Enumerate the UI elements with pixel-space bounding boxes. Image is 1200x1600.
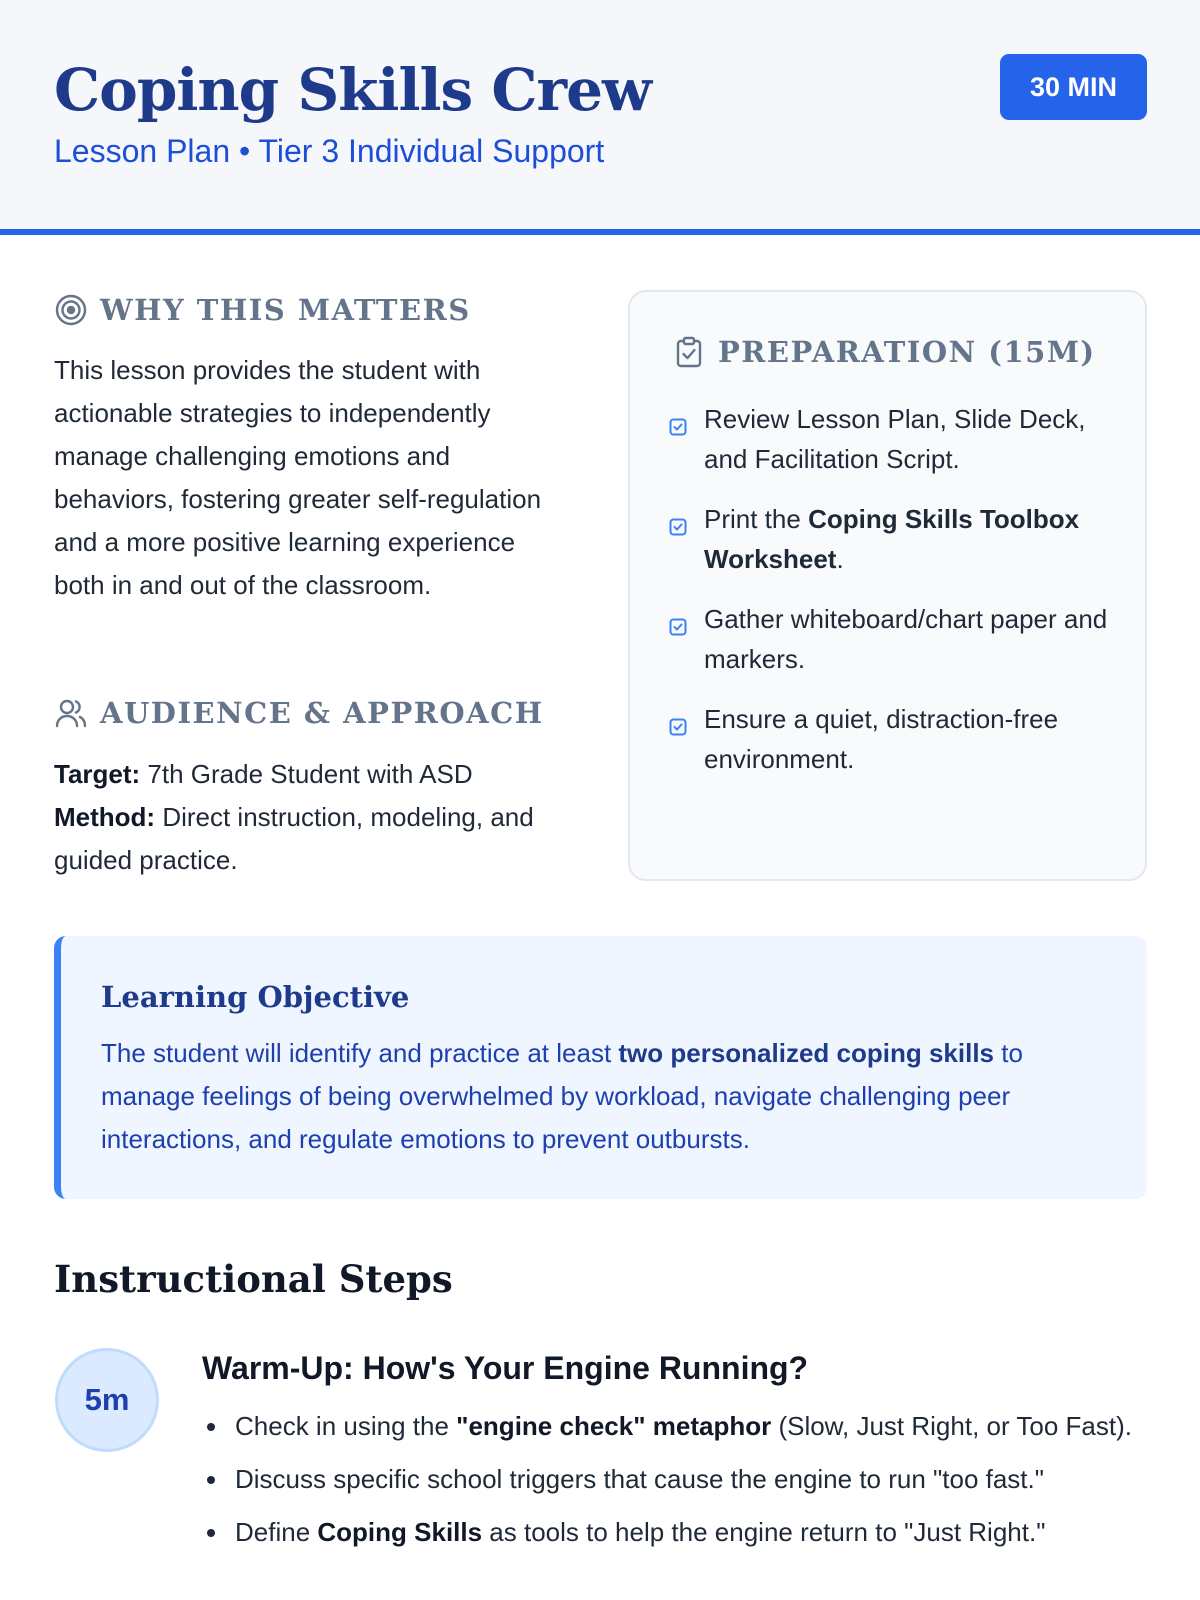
preparation-list — [668, 399, 1118, 799]
method-value: Direct instruction, modeling, and guided practice. — [54, 802, 534, 875]
prep-item: Print the Coping Skills Toolbox Worksheet. — [668, 499, 1118, 579]
prep-item: Gather whiteboard/chart paper and markers. — [668, 599, 1118, 679]
step-duration-badge: 5m — [55, 1348, 159, 1452]
instructional-steps-heading: Instructional Steps — [54, 1257, 453, 1301]
users-icon — [54, 696, 88, 730]
preparation-card — [628, 290, 1147, 881]
objective-highlight: two personalized coping skills — [618, 1038, 995, 1068]
worksheet-name: Coping Skills Toolbox Worksheet — [704, 504, 1080, 574]
lesson-header — [0, 0, 1200, 235]
step-bullet: Define Coping Skills as tools to help the engine return to "Just Right." — [202, 1512, 1142, 1552]
preparation-heading-text: PREPARATION (15M) — [718, 335, 1096, 369]
checkbox-icon — [668, 508, 688, 528]
target-label: Target: — [54, 759, 141, 789]
checkbox-icon — [668, 408, 688, 428]
objective-title: Learning Objective — [101, 980, 410, 1014]
step-bullet: Check in using the "engine check" metaphor (Slow, Just Right, or Too Fast). — [202, 1406, 1142, 1446]
step-title: Warm-Up: How's Your Engine Running? — [202, 1350, 809, 1386]
method-label: Method: — [54, 802, 156, 832]
target-icon — [54, 293, 88, 327]
lesson-subtitle: Lesson Plan • Tier 3 Individual Support — [54, 133, 605, 169]
why-heading — [54, 293, 471, 327]
audience-target — [54, 753, 564, 796]
learning-objective-callout — [54, 936, 1147, 1199]
target-value: 7th Grade Student with ASD — [140, 759, 473, 789]
lesson-title: Coping Skills Crew — [54, 56, 651, 124]
why-text: This lesson provides the student with actionable strategies to independently manage challenging emotions and behaviors, fostering greater self-regulation and a more positive learning experience both in and out of the classroom. — [54, 355, 542, 600]
why-heading-text: WHY THIS MATTERS — [100, 293, 471, 327]
preparation-heading — [672, 335, 1096, 369]
step-bullets — [202, 1406, 1142, 1565]
audience-method — [54, 796, 564, 882]
prep-item: Ensure a quiet, distraction-free environment. — [668, 699, 1118, 779]
audience-heading — [54, 696, 544, 730]
checkbox-icon — [668, 608, 688, 628]
audience-details — [54, 753, 564, 882]
prep-item: Review Lesson Plan, Slide Deck, and Facilitation Script. — [668, 399, 1118, 479]
checkbox-icon — [668, 708, 688, 728]
clipboard-check-icon — [672, 335, 706, 369]
step-bullet: Discuss specific school triggers that cause the engine to run "too fast." — [202, 1459, 1142, 1499]
objective-text: The student will identify and practice at least two personalized coping skills to manage feelings of being overwhelmed by workload, navigate challenging peer interactions, and regulate emotions to prevent outbursts. — [101, 1038, 1023, 1154]
duration-badge: 30 MIN — [1000, 54, 1147, 120]
audience-heading-text: AUDIENCE & APPROACH — [100, 696, 544, 730]
